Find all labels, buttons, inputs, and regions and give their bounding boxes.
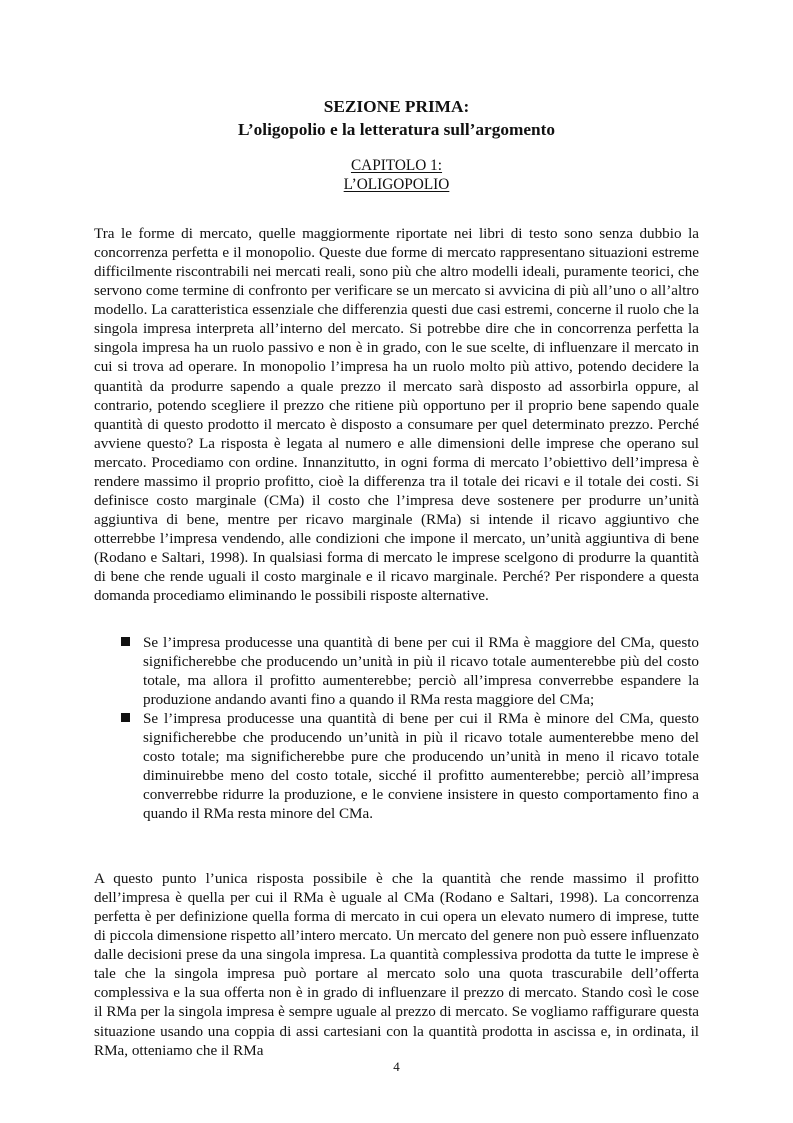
body-paragraph-conclusion: A questo punto l’unica risposta possibile è che la quantità che rende massimo il profitto dell’impresa è quella per cui il RMa è uguale al CMa (Rodano e Saltari, 1998). La concorrenza perfetta è per definizione quella forma di mercato in cui opera un elevato numero di imprese, tutte di piccola dimensione rispetto all’intero mercato. Un mercato del genere non può essere influenzato dalle decisioni prese da una singola impresa. La quantità complessiva prodotta da tutte le imprese è tale che la singola impresa può portare al mercato solo una quota trascurabile dell’offerta complessiva e la sua offerta non è in grado di influenzare il prezzo di mercato. Stando così le cose il RMa per la singola impresa è sempre uguale al prezzo di mercato. Se vogliamo raffigurare questa situazione usando una coppia di assi cartesiani con la quantità prodotta in ascissa e, in ordinata, il RMa, otteniamo che il RMa: [94, 870, 699, 1059]
chapter-heading: [94, 156, 699, 194]
section-subtitle: L’oligopolio e la letteratura sull’argomento: [237, 120, 556, 139]
body-paragraph-intro: Tra le forme di mercato, quelle maggiormente riportate nei libri di testo sono senza dubbio la concorrenza perfetta e il monopolio. Queste due forme di mercato rappresentano situazioni estreme difficilmente riscontrabili nei mercati reali, sono più che altro modelli ideali, puramente teorici, che servono come termine di confronto per verificare se un mercato si avvicina di più all’uno o all’altro modello. La caratteristica essenziale che differenzia questi due casi estremi, concerne il ruolo che la singola impresa interpreta all’interno del mercato. Si potrebbe dire che in concorrenza perfetta la singola impresa ha un ruolo passivo e non è in grado, con le sue scelte, di influenzare il mercato in cui si trova ad operare. In monopolio l’impresa ha un ruolo molto più attivo, potendo decidere la quantità da produrre sapendo a quale prezzo il mercato sarà disposto ad assorbirla oppure, al contrario, potendo scegliere il prezzo che ritiene più opportuno per il proprio bene sapendo quale quantità di questo prodotto il mercato è disposto a consumare per quel determinato prezzo. Perché avviene questo? La risposta è legata al numero e alle dimensioni delle imprese che operano sul mercato. Procediamo con ordine. Innanzitutto, in ogni forma di mercato l’obiettivo dell’impresa è rendere massimo il proprio profitto, cioè la differenza tra il totale dei ricavi e il totale dei costi. Si definisce costo marginale (CMa) il costo che l’impresa deve sostenere per produrre un’unità aggiuntiva di bene, mentre per ricavo marginale (RMa) si intende il ricavo aggiuntivo che otterrebbe l’impresa vendendo, alle condizioni che impone il mercato, un’unità aggiuntiva di bene (Rodano e Saltari, 1998). In qualsiasi forma di mercato le imprese scelgono di produrre la quantità di bene che rende uguali il costo marginale e il ricavo marginale. Perché? Per rispondere a questa domanda procediamo eliminando le possibili risposte alternative.: [94, 225, 699, 605]
page-number: 4: [393, 1059, 400, 1074]
bullet-item: [94, 633, 699, 709]
chapter-title: L’OLIGOPOLIO: [343, 176, 450, 193]
square-bullet-icon: [121, 637, 130, 646]
square-bullet-icon: [121, 713, 130, 722]
bullet-text: Se l’impresa producesse una quantità di bene per cui il RMa è minore del CMa, questo significherebbe che producendo un’unità in più il ricavo totale aumenterebbe meno del costo totale; ma significherebbe pure che producendo un’unità in meno il ricavo totale diminuirebbe meno del costo totale, sicché il profitto aumenterebbe; perciò all’impresa converrebbe ridurre la produzione, e le conviene insistere in questo comportamento fino a quando il RMa resta minore del CMa.: [143, 710, 699, 823]
section-heading: [94, 95, 699, 141]
bullet-item: [94, 709, 699, 823]
bullet-list: [94, 633, 699, 823]
section-title: SEZIONE PRIMA:: [323, 97, 470, 116]
chapter-number: CAPITOLO 1:: [350, 157, 443, 174]
bullet-text: Se l’impresa producesse una quantità di bene per cui il RMa è maggiore del CMa, questo significherebbe che producendo un’unità in più il ricavo totale aumenterebbe più del costo totale, ma allora il profitto aumenterebbe; perciò all’impresa converrebbe espandere la produzione andando avanti fino a quando il RMa resta maggiore del CMa;: [143, 634, 699, 709]
